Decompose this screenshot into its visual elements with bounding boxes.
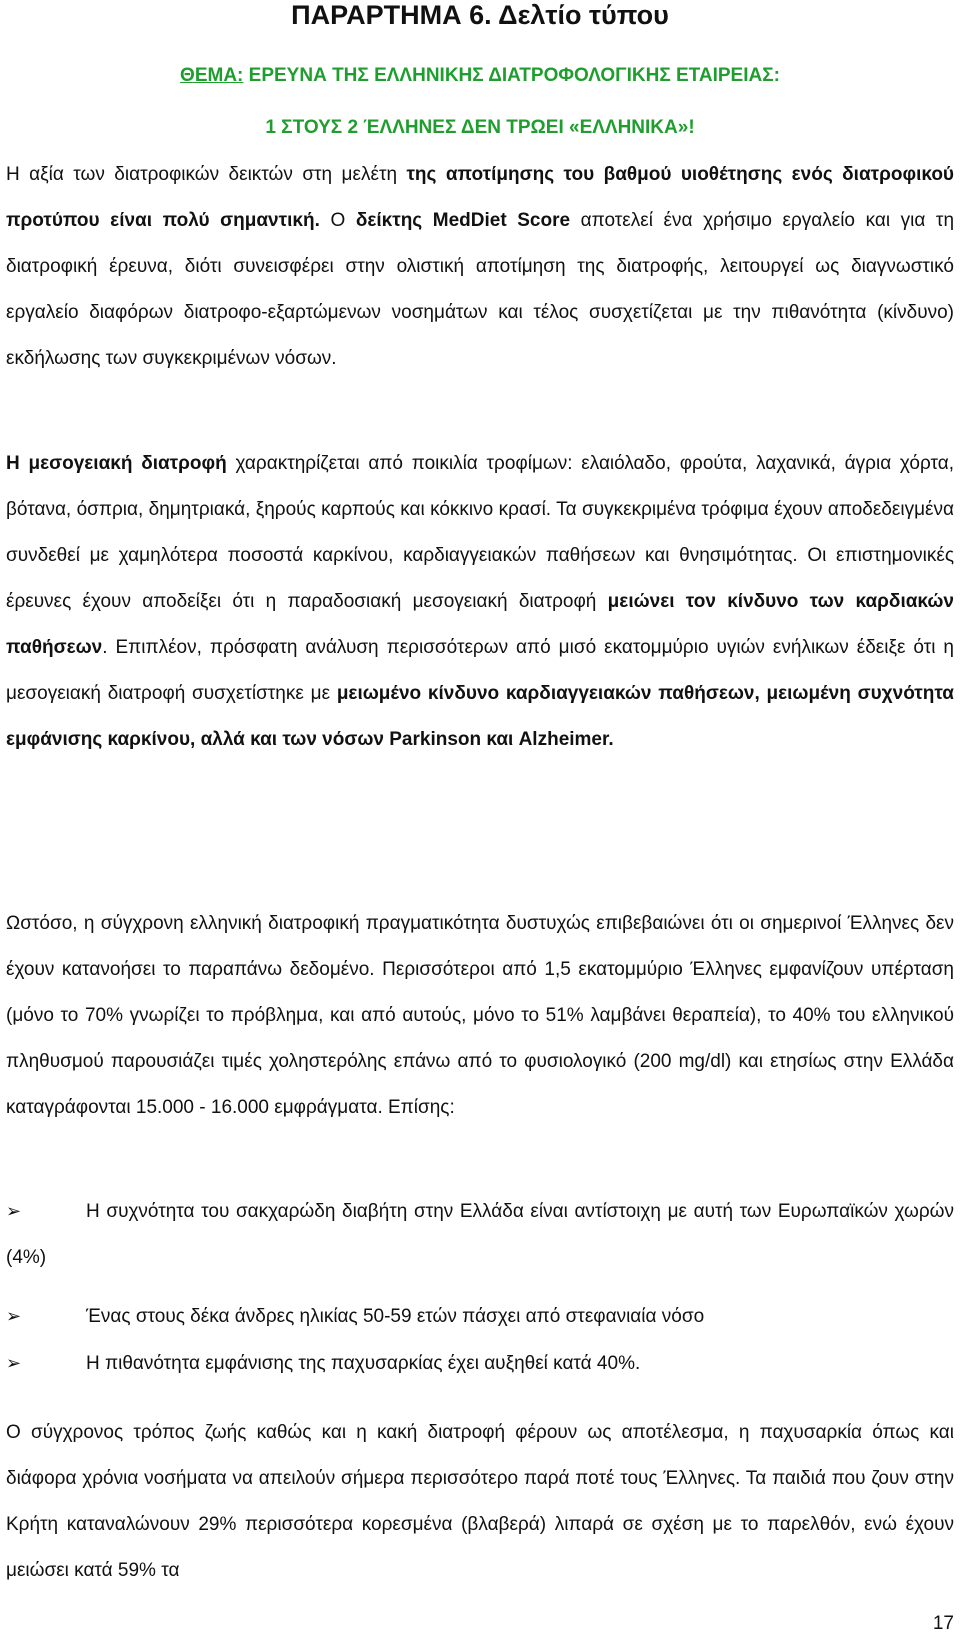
paragraph-lifestyle: Ο σύγχρονος τρόπος ζωής καθώς και η κακή διατροφή φέρουν ως αποτέλεσμα, η παχυσαρκία όπως και διάφορα χρόνια νοσήματα να απειλούν σήμερα περισσότερο παρά ποτέ τους Έλληνες. Τα παιδιά που ζουν στην Κρήτη καταναλώνουν 29% περισσότερα κορεσμένα (βλαβερά) λιπαρά σε σχέση με το παρελθόν, ενώ έχουν μειώσει κατά 59% τα	[6, 1422, 954, 1581]
subject-line	[0, 64, 960, 88]
page-title: ΠΑΡΑΡΤΗΜΑ 6. Δελτίο τύπου	[291, 0, 669, 30]
p1-bold-meddiet: δείκτης MedDiet Score	[355, 210, 571, 231]
bullet-text: Η πιθανότητα εμφάνισης της παχυσαρκίας έχει αυξηθεί κατά 40%.	[86, 1353, 641, 1374]
arrow-bullet-icon: ➢	[6, 1353, 22, 1374]
subject-text: ΕΡΕΥΝΑ ΤΗΣ ΕΛΛΗΝΙΚΗΣ ΔΙΑΤΡΟΦΟΛΟΓΙΚΗΣ ΕΤΑΙΡΕΙΑΣ:	[243, 65, 780, 86]
paragraph-greek-reality: Ωστόσο, η σύγχρονη ελληνική διατροφική πραγματικότητα δυστυχώς επιβεβαιώνει ότι οι σημερινοί Έλληνες δεν έχουν κατανοήσει το παραπάνω δεδομένο. Περισσότεροι από 1,5 εκατομμύριο Έλληνες εμφανίζουν υπέρταση (μόνο το 70% γνωρίζει το πρόβλημα, και από αυτούς, μόνο το 51% λαμβάνει θεραπεία), το 40% του ελληνικού πληθυσμού παρουσιάζει τιμές χοληστερόλης επάνω από το φυσιολογικό (200 mg/dl) και ετησίως στην Ελλάδα καταγράφονται 15.000 - 16.000 εμφράγματα. Επίσης:	[6, 913, 954, 1118]
p2-bold-c: μειώνει τον κίνδυνο των καρδιακών παθήσεων	[6, 591, 954, 658]
p1-text-e: αποτελεί ένα χρήσιμο εργαλείο και για τη διατροφική έρευνα, διότι συνεισφέρει στην ολιστική αποτίμηση της διατροφής, λειτουργεί ως διαγνωστικό εργαλείο διαφόρων διατροφο-εξαρτώμενων νοσημάτων και τέλος συσχετίζεται με την πιθανότητα (κίνδυνο) εκδήλωσης των συγκεκριμένων νόσων.	[6, 210, 955, 369]
p1-text-c: Ο	[319, 210, 356, 231]
page-number: 17	[932, 1613, 954, 1634]
bullet-item-obesity	[6, 1341, 954, 1387]
bullet-text: Η συχνότητα του σακχαρώδη διαβήτη στην Ελλάδα είναι αντίστοιχη με αυτή των Ευρωπαϊκών χωρών (4%)	[6, 1201, 954, 1268]
p1-text-a: Η αξία των διατροφικών δεικτών στη μελέτη	[6, 164, 407, 185]
p1-bold-b: της αποτίμησης του βαθμού υιοθέτησης ενός διατροφικού προτύπου είναι πολύ σημαντική.	[6, 164, 954, 231]
bullet-item-heart-disease	[6, 1294, 954, 1340]
subject-label: ΘΕΜΑ:	[180, 65, 244, 86]
p2-text-b: χαρακτηρίζεται από ποικιλία τροφίμων: ελαιόλαδο, φρούτα, λαχανικά, άγρια χόρτα, βότανα, όσπρια, δημητριακά, ξηρούς καρπούς και κόκκινο κρασί. Τα συγκεκριμένα τρόφιμα έχουν αποδεδειγμένα συνδεθεί με χαμηλότερα ποσοστά καρκίνου, καρδιαγγειακών παθήσεων και θνησιμότητας. Οι επιστημονικές έρευνες έχουν αποδείξει ότι η παραδοσιακή μεσογειακή διατροφή	[6, 453, 954, 612]
p2-text-d: . Επιπλέον, πρόσφατη ανάλυση περισσότερων από μισό εκατομμύριο υγιών ενήλικων έδειξε ότι η μεσογειακή διατροφή συσχετίστηκε με	[6, 637, 954, 704]
bullet-item-diabetes	[6, 1189, 954, 1281]
paragraph-meddiet-score	[6, 152, 954, 382]
subject-line-2: 1 ΣΤΟΥΣ 2 ΈΛΛΗΝΕΣ ΔΕΝ ΤΡΩΕΙ «ΕΛΛΗΝΙΚΑ»!	[265, 117, 695, 138]
p2-bold-a: Η μεσογειακή διατροφή	[6, 453, 227, 474]
arrow-bullet-icon: ➢	[6, 1306, 22, 1327]
arrow-bullet-icon: ➢	[6, 1201, 22, 1222]
bullet-text: Ένας στους δέκα άνδρες ηλικίας 50-59 ετών πάσχει από στεφανιαία νόσο	[86, 1306, 705, 1327]
p2-bold-e: μειωμένο κίνδυνο καρδιαγγειακών παθήσεων, μειωμένη συχνότητα εμφάνισης καρκίνου, αλλά και των νόσων Parkinson και Alzheimer.	[6, 683, 954, 750]
paragraph-mediterranean-diet	[6, 441, 954, 763]
